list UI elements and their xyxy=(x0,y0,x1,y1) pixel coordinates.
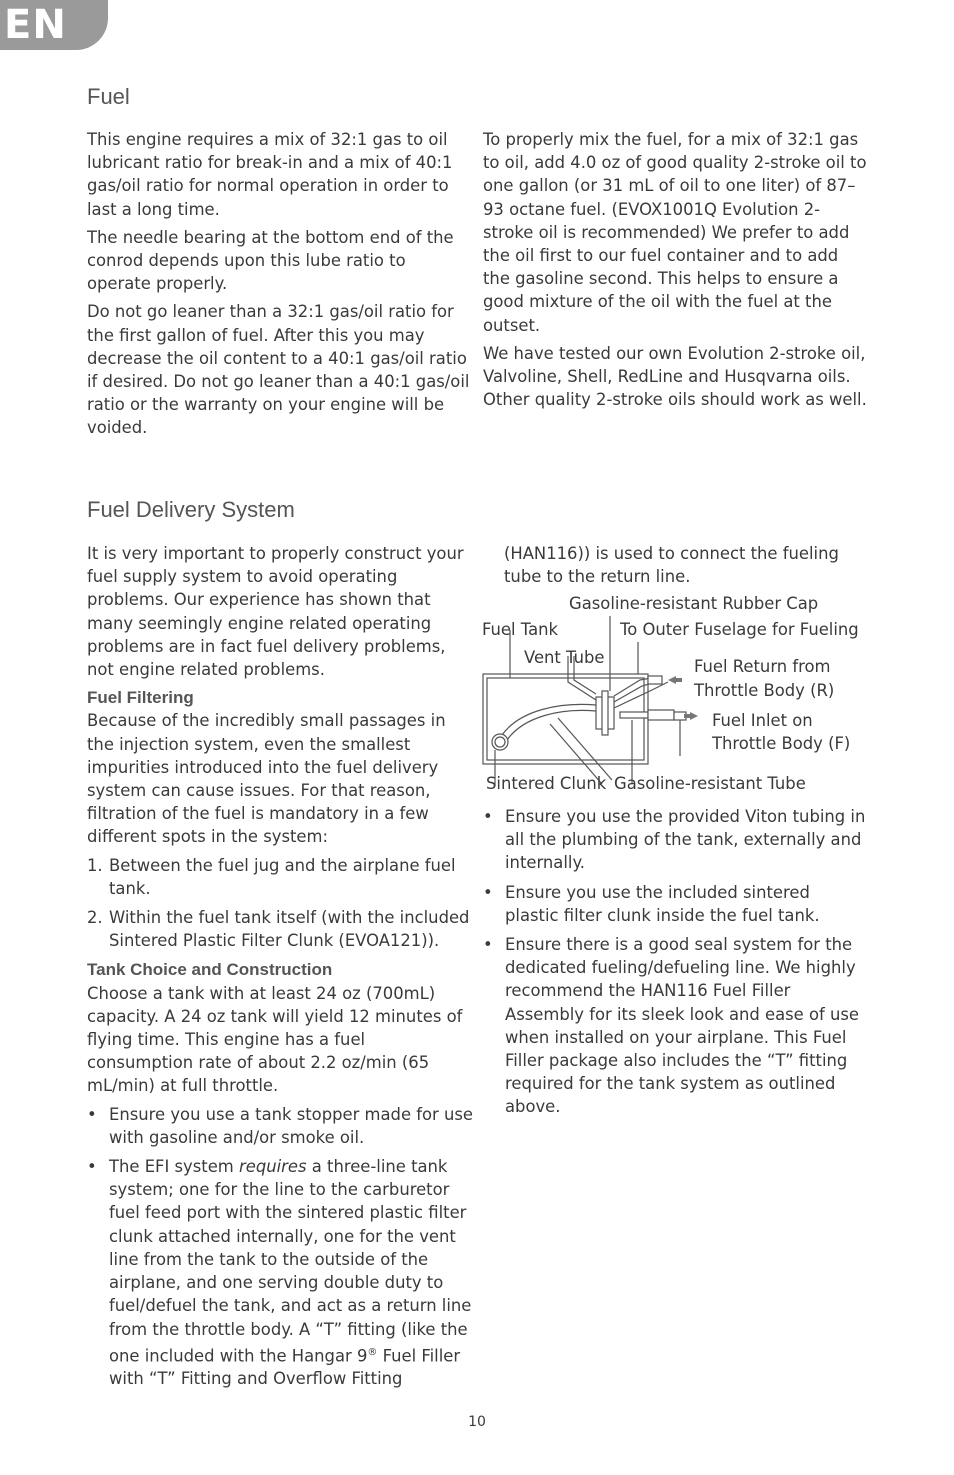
tank-choice-text: Choose a tank with at least 24 oz (700mL) capacity. A 24 oz tank will yield 12 minutes of flying time. This engine has a fuel consumption rate of about 2.2 oz/min (65 mL/min) at full throttle. xyxy=(87,983,463,1096)
list-item xyxy=(87,906,473,952)
label-tube: Gasoline-resistant Tube xyxy=(614,774,806,793)
list-number: 2. xyxy=(87,908,103,928)
bullet: • xyxy=(483,882,493,902)
label-fuel-tank: Fuel Tank xyxy=(482,620,558,639)
label-rubber-cap: Gasoline-resistant Rubber Cap xyxy=(569,594,819,613)
label-fuel-return-2: Throttle Body (R) xyxy=(694,681,835,700)
continuation-text: (HAN116)) is used to connect the fueling tube to the return line. xyxy=(504,544,839,587)
fuel-delivery-heading: Fuel Delivery System xyxy=(87,497,295,522)
fds-right-bullets xyxy=(483,805,867,1125)
fuel-paragraph: The needle bearing at the bottom end of the conrod depends upon this lube ratio to operate properly. xyxy=(87,227,454,294)
filter-locations-list xyxy=(87,854,473,953)
list-item xyxy=(483,805,867,875)
label-fuel-inlet-2: Throttle Body (F) xyxy=(712,734,851,753)
efi-text-mid: a three-line tank system; one for the line to the carburetor fuel feed port with the sintered plastic filter clunk attached internally, one for the vent line from the tank to the outside of the airplane, and one serving double duty to fuel/defuel the tank, and act as a return line from the throttle body. A “T” fitting (like the one included with the Hangar 9 xyxy=(109,1157,472,1366)
tank-choice-subheading: Tank Choice and Construction xyxy=(87,960,333,980)
fuel-paragraph: We have tested our own Evolution 2-stroke oil, Valvoline, Shell, RedLine and Husqvarna oils. Other quality 2-stroke oils should work as well. xyxy=(483,343,867,410)
bullet: • xyxy=(483,807,493,826)
fuel-filtering-subheading: Fuel Filtering xyxy=(87,688,194,708)
list-text: Between the fuel jug and the airplane fuel tank. xyxy=(109,855,456,898)
list-text: Ensure you use the provided Viton tubing in all the plumbing of the tank, externally and internally. xyxy=(505,807,866,873)
fds-right-continuation xyxy=(504,542,864,593)
list-item xyxy=(87,1155,473,1391)
list-text: Within the fuel tank itself (with the included Sintered Plastic Filter Clunk (EVOA121)). xyxy=(109,908,470,951)
page-number: 10 xyxy=(468,1414,486,1430)
list-text: Ensure you use a tank stopper made for use with gasoline and/or smoke oil. xyxy=(109,1104,474,1147)
label-fuel-return: Fuel Return from xyxy=(694,657,831,676)
bullet: • xyxy=(483,935,493,955)
language-tab: EN xyxy=(0,0,108,50)
label-outer-fuselage: To Outer Fuselage for Fueling xyxy=(620,620,859,639)
label-fuel-inlet: Fuel Inlet on xyxy=(712,711,813,730)
list-item xyxy=(87,854,473,900)
label-vent-tube: Vent Tube xyxy=(524,648,605,667)
efi-text-emphasis: requires xyxy=(239,1157,307,1177)
bullet: • xyxy=(87,1157,97,1177)
fds-left-column xyxy=(87,542,473,1397)
fuel-left-column xyxy=(87,128,473,445)
label-sintered-clunk: Sintered Clunk xyxy=(486,774,607,793)
efi-text-post: Fuel Filler with “T” Fitting and Overflow Fitting xyxy=(109,1346,461,1389)
list-number: 1. xyxy=(87,855,103,875)
list-item xyxy=(483,933,867,1119)
fuel-filtering-text: Because of the incredibly small passages in the injection system, even the smallest impurities introduced into the fuel delivery system can cause issues. For that reason, filtration of the fuel is mandatory in a few different spots in the system: xyxy=(87,711,446,847)
fuel-paragraph: Do not go leaner than a 32:1 gas/oil ratio for the first gallon of fuel. After this you may decrease the oil content to a 40:1 gas/oil ratio if desired. Do not go leaner than a 40:1 gas/oil ratio or the warranty on your engine will be voided. xyxy=(87,302,470,438)
bullet: • xyxy=(87,1104,97,1124)
registered-mark: ® xyxy=(367,1346,378,1358)
fuel-paragraph: To properly mix the fuel, for a mix of 32:1 gas to oil, add 4.0 oz of good quality 2-stroke oil to one gallon (or 31 mL of oil to one liter) of 87–93 octane fuel. (EVOX1001Q Evolution 2-stroke oil is recommended) We prefer to add the oil first to our fuel container and to add the gasoline second. This helps to ensure a good mixture of the oil with the fuel at the outset. xyxy=(483,130,867,335)
list-text: Ensure there is a good seal system for the dedicated fueling/defueling line. We highly recommend the HAN116 Fuel Filler Assembly for its sleek look and ease of use when installed on your airplane. This Fuel Filler package also includes the “T” fitting required for the tank system as outlined above. xyxy=(505,935,859,1117)
list-item xyxy=(483,881,867,927)
fds-intro: It is very important to properly construct your fuel supply system to avoid operating problems. Our experience has shown that many seemingly engine related operating problems are in fact fuel delivery problems, not engine related problems. xyxy=(87,544,464,680)
fuel-right-column xyxy=(483,128,869,416)
fuel-paragraph: This engine requires a mix of 32:1 gas to oil lubricant ratio for break-in and a mix of 40:1 gas/oil ratio for normal operation in order to last a long time. xyxy=(87,130,453,219)
list-text: Ensure you use the included sintered plastic filter clunk inside the fuel tank. xyxy=(505,882,820,925)
list-item xyxy=(87,1103,473,1149)
efi-text-pre: The EFI system xyxy=(109,1157,239,1177)
tank-bullets xyxy=(87,1103,473,1391)
fuel-heading: Fuel xyxy=(87,84,130,109)
right-bullet-list xyxy=(483,805,867,1119)
fuel-tank-diagram xyxy=(480,590,880,802)
